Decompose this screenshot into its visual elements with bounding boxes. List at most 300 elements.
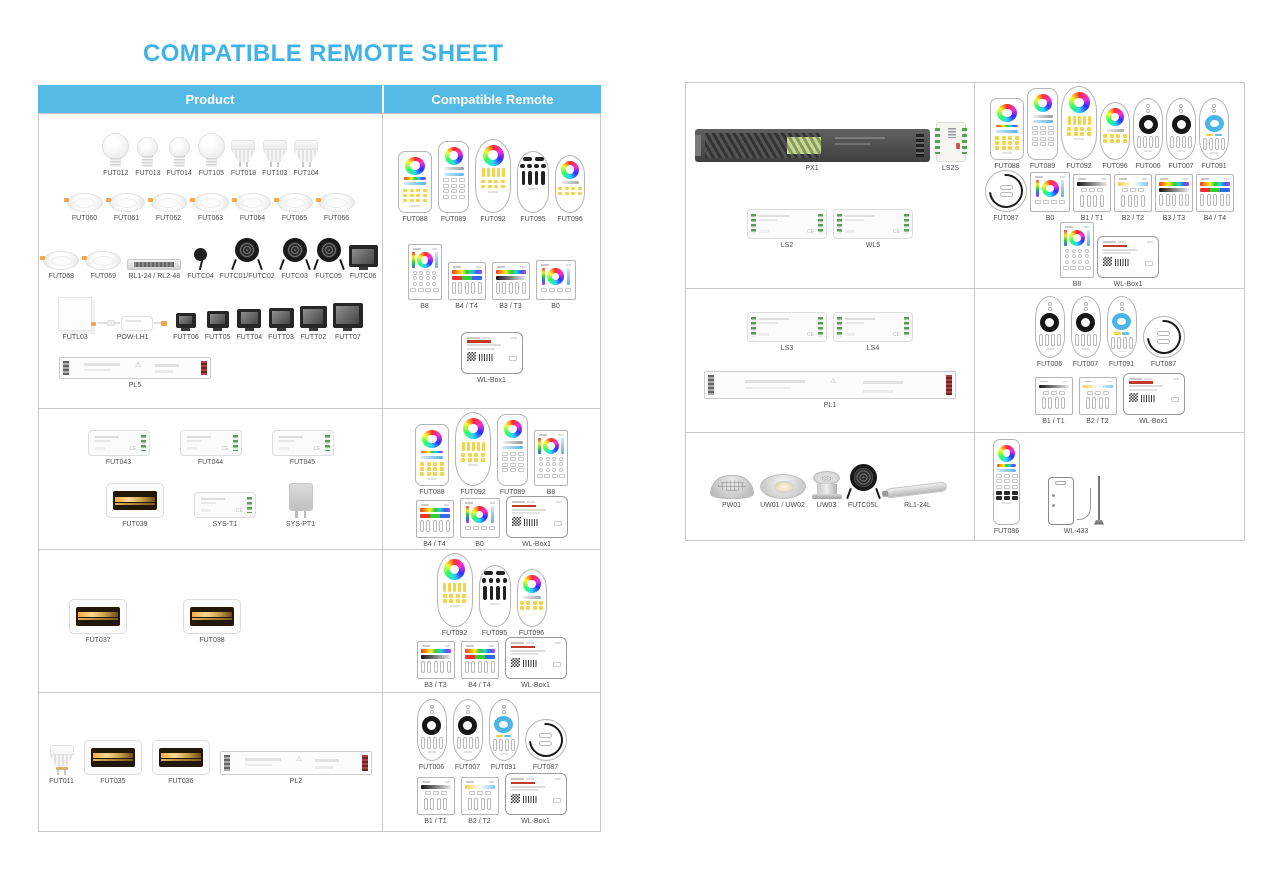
item-label: FUT014: [166, 170, 192, 178]
downlight-icon: [151, 193, 187, 212]
table-row: [686, 433, 1244, 540]
remote-fut095-icon: [479, 565, 511, 627]
spot-mr16-icon: [294, 140, 318, 167]
panel-b3-icon: [417, 641, 455, 679]
downlight-icon: [109, 193, 145, 212]
controller-icon: CE: [180, 430, 242, 456]
remote-item: [1114, 174, 1152, 222]
item-label: FUTC05: [315, 273, 342, 281]
product-item: [262, 140, 287, 177]
remote-cell: [975, 289, 1244, 432]
item-label: FUT089: [1029, 163, 1056, 170]
remote-item: [1166, 98, 1196, 170]
item-label: FUTC01/FUTC02: [219, 273, 275, 281]
floodlight-md2-icon: [269, 308, 294, 331]
item-label: FUT060: [71, 215, 98, 223]
item-label: FUT088: [402, 215, 428, 223]
remote-item: [1196, 174, 1234, 222]
item-label: FUT012: [103, 170, 129, 178]
remote-line: [977, 373, 1242, 425]
item-label: B2 / T2: [468, 818, 491, 826]
item-label: FUT044: [197, 458, 224, 466]
product-item: [277, 193, 313, 222]
panel-b4-icon: [461, 641, 499, 679]
remote-fut088-icon: [415, 424, 449, 486]
wifi-box-icon: [505, 773, 567, 815]
item-label: PL2: [289, 777, 303, 785]
controller-wide-icon: CE: [833, 312, 913, 342]
controller-icon: CE: [272, 430, 334, 456]
remote-fut092-icon: [455, 412, 491, 486]
item-label: B0: [475, 541, 484, 548]
adapter-icon: [289, 483, 313, 518]
garden-light-icon: [315, 238, 343, 270]
remote-item: [1155, 174, 1193, 222]
wifi-box-icon: [505, 637, 567, 679]
remote-item: [448, 262, 486, 310]
product-item: [300, 306, 327, 341]
panel-b0-icon: [460, 498, 500, 538]
floodlight-md-icon: [237, 309, 261, 331]
product-item: [848, 464, 879, 509]
remote-item: [1143, 316, 1185, 368]
product-item: [760, 474, 806, 509]
remote-item: [475, 139, 511, 223]
item-label: LS3: [780, 344, 794, 352]
remote-item: [525, 719, 567, 771]
panel-b3-icon: [492, 262, 530, 300]
remote-item: [1100, 102, 1130, 170]
product-item: [49, 745, 74, 785]
product-line: [41, 238, 380, 280]
item-label: FUTT06: [173, 333, 199, 341]
remote-item: [416, 500, 454, 548]
wifi-box-icon: [506, 496, 568, 538]
remote-blue-icon: [1107, 296, 1137, 358]
remote-round-icon: [1143, 316, 1185, 358]
remote-blue-icon: [1199, 98, 1229, 160]
item-label: B0: [551, 303, 560, 310]
panel-b8-icon: [408, 244, 442, 300]
remote-item: [536, 260, 576, 310]
product-item: [747, 209, 827, 249]
remote-item: [1061, 86, 1097, 170]
remote-line: [385, 332, 598, 384]
item-label: UW03: [816, 502, 837, 509]
item-label: B0: [1045, 215, 1055, 222]
remote-item: [408, 244, 442, 310]
product-line: [688, 122, 972, 172]
panel-b4-icon: [416, 500, 454, 538]
item-label: FUT087: [993, 215, 1019, 222]
remote-item: [517, 151, 549, 223]
remote-black-icon: [1035, 296, 1065, 358]
table-row: [39, 114, 600, 409]
item-label: LS2S: [941, 165, 960, 173]
product-item: [293, 140, 318, 177]
remote-line: [977, 439, 1244, 535]
item-label: FUT096: [557, 215, 583, 223]
item-label: FUT061: [113, 215, 140, 223]
remote-fut096-icon: [1100, 102, 1130, 160]
product-item: [704, 371, 956, 409]
remote-line: [977, 170, 1242, 222]
product-line: [41, 133, 380, 177]
panel-b0-icon: [1030, 172, 1070, 212]
product-item: [237, 309, 263, 341]
panel-b8-icon: [534, 430, 568, 486]
item-label: LS4: [866, 344, 880, 352]
product-item: [151, 193, 187, 222]
remote-line: [385, 244, 598, 310]
item-label: B1 / T1: [1042, 417, 1065, 425]
remote-item: [985, 170, 1027, 222]
wifi-box-icon: [1123, 373, 1185, 415]
bulb-icon: [102, 133, 129, 167]
item-label: B4 / T4: [468, 682, 491, 689]
remote-black-icon: [1166, 98, 1196, 160]
remote-line: [977, 222, 1242, 288]
item-label: FUTT04: [236, 333, 263, 341]
product-item: [180, 430, 242, 466]
item-label: WL5: [865, 241, 881, 249]
garden-light-icon: [281, 238, 309, 270]
remote-item: [505, 773, 567, 825]
item-label: WL-Box1: [522, 541, 551, 548]
remote-item: [417, 699, 447, 771]
table-row: [39, 693, 600, 831]
panel-b2-icon: [1114, 174, 1152, 212]
downlight-icon: [277, 193, 313, 212]
remote-line: [385, 773, 598, 825]
remote-cell: [975, 83, 1244, 288]
remote-item: [517, 569, 547, 637]
product-item: [85, 251, 121, 280]
product-line: [688, 371, 972, 409]
driver-px1-icon: [695, 129, 930, 162]
product-item: [152, 740, 210, 785]
remote-item: [993, 439, 1020, 535]
panel-b4-icon: [448, 262, 486, 300]
product-item: [286, 483, 315, 528]
remote-item: [417, 777, 455, 825]
remote-item: [1035, 296, 1065, 368]
product-item: [205, 311, 231, 341]
product-line: [688, 312, 972, 352]
product-item: [268, 308, 294, 341]
item-label: FUT006: [1135, 163, 1161, 170]
item-label: FUT006: [1036, 361, 1063, 369]
floodlight-lg-icon: [300, 306, 327, 331]
remote-item: [461, 777, 499, 825]
remote-cell: [975, 433, 1244, 540]
product-item: [315, 238, 343, 280]
controller-screen-icon: [152, 740, 210, 775]
item-label: SYS-PT1: [285, 521, 316, 529]
garden-light-lg-icon: [848, 464, 879, 499]
item-label: FUT086: [993, 527, 1020, 535]
product-item: [173, 313, 199, 341]
remote-item: [437, 553, 473, 637]
product-column-header: Product: [38, 85, 382, 113]
floodlight-icon: [349, 245, 378, 270]
product-item: [936, 122, 966, 172]
remote-cell: [383, 114, 600, 408]
wifi-433-icon: [1048, 476, 1104, 525]
product-item: [69, 599, 127, 644]
product-cell: [686, 289, 975, 432]
bulb-icon: [198, 133, 225, 167]
product-item: [194, 492, 256, 528]
pool-light-icon: [710, 475, 754, 499]
item-label: FUT087: [532, 763, 559, 771]
remote-black-icon: [417, 699, 447, 761]
item-label: FUT037: [85, 636, 111, 644]
product-line: [688, 464, 972, 509]
table-row: [686, 83, 1244, 289]
panel-b4-icon: [1196, 174, 1234, 212]
sheet-title: COMPATIBLE REMOTE SHEET: [143, 40, 504, 67]
item-label: B4 / T4: [1203, 215, 1227, 222]
compatible-remote-column-header: Compatible Remote: [384, 85, 601, 113]
item-label: FUT104: [293, 170, 319, 178]
remote-blue-icon: [489, 699, 519, 761]
item-label: RL1-24L: [904, 502, 931, 509]
item-label: B2 / T2: [1121, 215, 1145, 222]
product-item: [135, 137, 160, 177]
item-label: FUT096: [1102, 163, 1128, 170]
item-label: FUT007: [1072, 361, 1099, 369]
item-label: FUTT02: [300, 333, 327, 341]
product-item: [747, 312, 827, 352]
item-label: FUTC03: [281, 273, 308, 281]
item-label: SYS-T1: [212, 521, 238, 529]
item-label: FUT095: [520, 215, 546, 223]
right-table-body: [685, 82, 1245, 541]
item-label: FUT064: [239, 215, 266, 223]
item-label: WL-Box1: [1113, 281, 1143, 288]
downlight-icon: [193, 193, 229, 212]
remote-fut092-icon: [437, 553, 473, 627]
product-item: [127, 259, 181, 280]
product-item: [235, 193, 271, 222]
product-line: [41, 430, 380, 466]
panel-b1-icon: [1035, 377, 1073, 415]
item-label: FUT018: [230, 170, 257, 178]
remote-line: [385, 496, 598, 548]
panel-b0-icon: [536, 260, 576, 300]
item-label: UW01 / UW02: [760, 502, 805, 509]
item-label: WL-433: [1063, 527, 1089, 535]
panel-light-icon: [58, 297, 92, 331]
item-label: FUTC04: [187, 273, 214, 281]
product-cell: [686, 83, 975, 288]
product-item: [187, 248, 213, 280]
product-item: [88, 430, 150, 466]
remote-line: [385, 553, 598, 637]
product-item: [710, 475, 754, 509]
item-label: FUT045: [289, 458, 316, 466]
product-item: [102, 133, 129, 177]
item-label: FUT092: [441, 630, 468, 637]
wifi-box-icon: [461, 332, 523, 374]
driver-pl2-icon: ⚠: [220, 751, 372, 775]
wifi-box-icon: [1097, 236, 1159, 278]
panel-b8-icon: [1060, 222, 1094, 278]
item-label: FUT096: [518, 630, 545, 637]
remote-item: [461, 332, 523, 384]
remote-black-icon: [1133, 98, 1163, 160]
remote-item: [398, 151, 432, 223]
table-row: [39, 550, 600, 693]
remote-item: [479, 565, 511, 637]
item-label: B3 / T3: [424, 682, 447, 689]
product-line: [41, 483, 380, 528]
panel-b1-icon: [417, 777, 455, 815]
remote-item: [1048, 476, 1104, 535]
product-item: [167, 137, 192, 177]
item-label: FUT095: [481, 630, 508, 637]
power-module-icon: [98, 316, 167, 331]
remote-line: [385, 637, 598, 689]
item-label: FUT069: [90, 273, 116, 281]
item-label: FUT092: [1066, 163, 1092, 170]
item-label: WL-Box1: [521, 818, 550, 826]
remote-item: [415, 424, 449, 496]
din-module-icon: [936, 122, 966, 162]
remote-item: [492, 262, 530, 310]
floodlight-sm-icon: [176, 313, 196, 331]
item-label: FUTT03: [268, 333, 294, 341]
tube-light-icon: [885, 481, 951, 499]
item-label: FUT089: [499, 489, 526, 496]
remote-item: [1107, 296, 1137, 368]
product-item: [198, 133, 225, 177]
remote-fut092-icon: [1061, 86, 1097, 160]
controller-icon: CE: [194, 492, 256, 518]
steel-light-icon: [812, 471, 842, 499]
remote-item: [1030, 172, 1070, 222]
item-label: POW-LH1: [116, 333, 149, 341]
panel-b3-icon: [1155, 174, 1193, 212]
table-row: [39, 409, 600, 550]
item-label: WL-Box1: [1139, 417, 1168, 425]
item-label: B8: [420, 303, 429, 310]
item-label: B3 / T3: [1162, 215, 1186, 222]
item-label: FUT039: [122, 521, 148, 529]
product-item: [59, 357, 211, 389]
remote-fut092-icon: [475, 139, 511, 213]
product-line: [688, 209, 972, 249]
product-cell: [39, 550, 383, 692]
item-label: FUT088: [994, 163, 1020, 170]
remote-cell: [383, 550, 600, 692]
remote-fut088-icon: [990, 98, 1024, 160]
item-label: B1 / T1: [1080, 215, 1104, 222]
item-label: FUT011: [49, 777, 74, 785]
item-label: FUT036: [168, 777, 194, 785]
product-item: [885, 481, 951, 509]
item-label: PL5: [128, 381, 142, 389]
downlight-icon: [319, 193, 355, 212]
item-label: FUTT07: [335, 333, 361, 341]
panel-b2-icon: [1079, 377, 1117, 415]
product-line: [41, 297, 380, 341]
item-label: FUT092: [460, 489, 486, 496]
product-item: [183, 599, 241, 644]
remote-item: [1027, 88, 1058, 170]
remote-fut089-icon: [497, 414, 528, 486]
remote-item: [505, 637, 567, 689]
product-item: [695, 129, 930, 172]
downlight-icon: [67, 193, 103, 212]
remote-fut089-icon: [438, 141, 469, 213]
garden-spot-icon: [194, 248, 207, 270]
product-item: [220, 238, 275, 280]
remote-round-icon: [985, 170, 1027, 212]
remote-cell: [383, 409, 600, 549]
downlight-icon: [235, 193, 271, 212]
remote-item: [1097, 236, 1159, 288]
item-label: FUT088: [419, 489, 445, 496]
product-item: [98, 316, 167, 341]
item-label: B1 / T1: [424, 818, 447, 826]
product-item: [58, 297, 92, 341]
driver-pl1-icon: ⚠: [704, 371, 956, 399]
product-item: [84, 740, 142, 785]
remote-item: [497, 414, 528, 496]
item-label: PX1: [805, 165, 819, 173]
item-label: FUT013: [135, 170, 161, 178]
item-label: FUT068: [48, 273, 74, 281]
product-line: [41, 740, 380, 785]
product-item: [272, 430, 334, 466]
item-label: LS2: [780, 241, 794, 249]
item-label: WL-Box1: [521, 682, 550, 689]
item-label: B8: [546, 489, 556, 496]
remote-item: [506, 496, 568, 548]
bulb-sm-icon: [169, 137, 190, 167]
item-label: FUTC05L: [847, 502, 879, 509]
item-label: FUT087: [1150, 361, 1177, 369]
item-label: FUT091: [490, 763, 517, 771]
remote-item: [1071, 296, 1101, 368]
remote-item: [1073, 174, 1111, 222]
item-label: FUT091: [1108, 361, 1135, 369]
remote-item: [1199, 98, 1229, 170]
item-label: FUT043: [105, 458, 132, 466]
item-label: PW01: [721, 502, 742, 509]
remote-line: [385, 699, 598, 771]
product-item: [109, 193, 145, 222]
remote-item: [453, 699, 483, 771]
spot-white-icon: [50, 745, 74, 775]
product-item: [349, 245, 378, 280]
controller-screen-icon: [183, 599, 241, 634]
table-row: [686, 289, 1244, 433]
product-item: [333, 303, 363, 341]
remote-item: [460, 498, 500, 548]
remote-item: [1035, 377, 1073, 425]
controller-screen-icon: [69, 599, 127, 634]
item-label: PL1: [823, 402, 837, 410]
remote-fut095-icon: [517, 151, 549, 213]
remote-item: [1123, 373, 1185, 425]
underwater-light-icon: [760, 474, 806, 499]
item-label: FUT063: [197, 215, 224, 223]
controller-wide-icon: CE: [747, 209, 827, 239]
product-item: [43, 251, 79, 280]
